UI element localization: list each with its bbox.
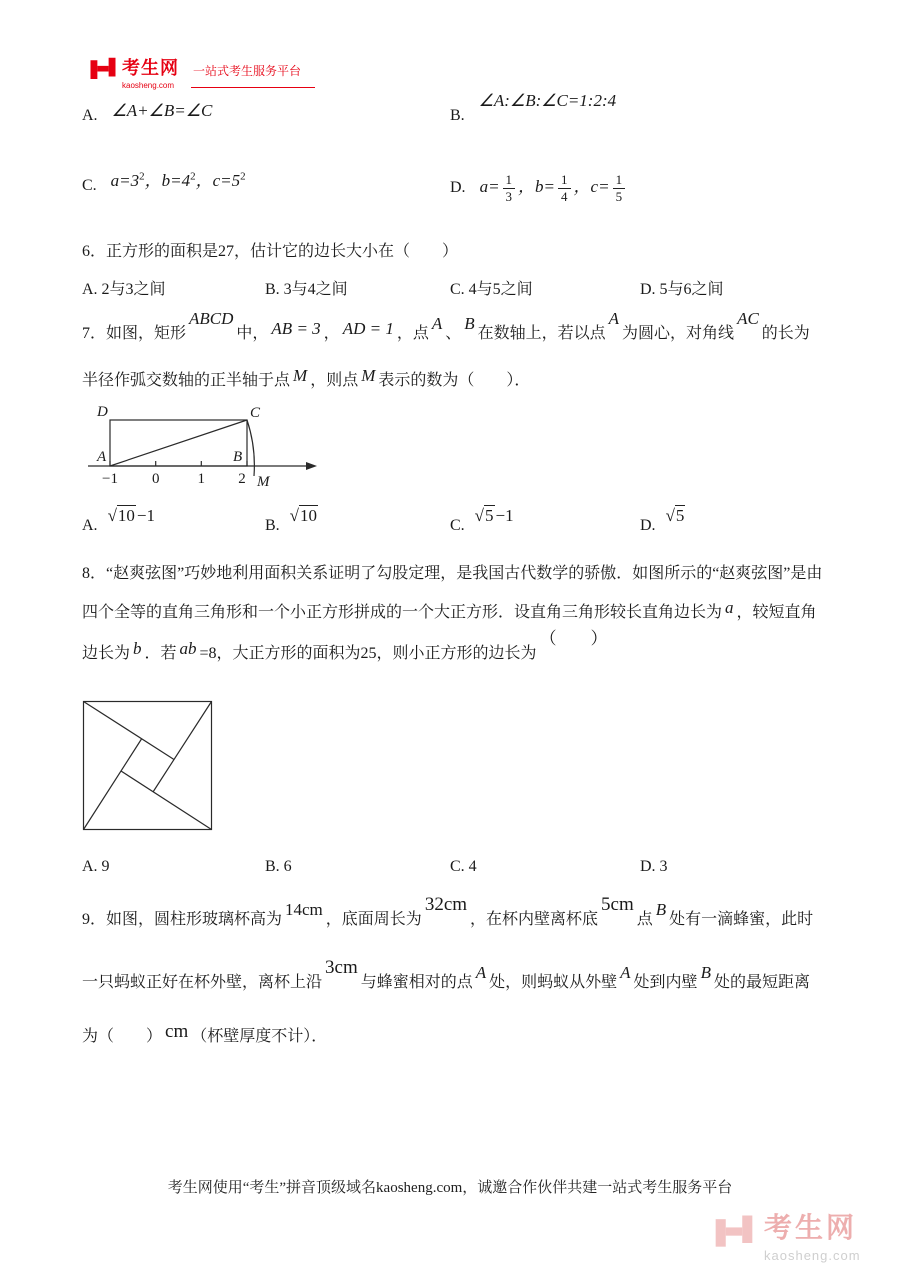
q5-options-cd-row (82, 170, 842, 204)
formula (666, 503, 687, 529)
option-label: D. (640, 517, 656, 534)
radicand: 10 (117, 506, 135, 525)
stem-text: 半径作弧交数轴的正半轴于点 (82, 372, 291, 389)
formula-token: B (700, 963, 711, 982)
figure-label-b: B (233, 449, 243, 465)
q5-option-b (450, 91, 619, 128)
q8-option-b: B. 6 (265, 858, 292, 875)
q9-stem-line2 (82, 957, 842, 997)
stem-text: ，在杯内壁离杯底 (470, 911, 599, 928)
option-label: B. (450, 107, 465, 124)
q8-option-a: A. 9 (82, 858, 110, 875)
option-label: C. (450, 517, 465, 534)
formula-token: ，b=4 (144, 171, 191, 190)
fraction (558, 172, 571, 204)
stem-text: 为圆心，对角线 (622, 325, 735, 342)
q8-stem-line1 (82, 562, 842, 586)
formula (108, 503, 155, 529)
q7-option-c (450, 506, 517, 538)
option-label: D. (450, 179, 466, 196)
radical-sign: √ (474, 506, 485, 525)
formula-token: A (475, 963, 487, 982)
formula-token: A (431, 314, 443, 333)
q5-option-d (450, 172, 631, 204)
radicand: 5 (485, 506, 494, 525)
formula-token: a= (479, 177, 500, 196)
figure-tick-0: 0 (151, 471, 160, 487)
formula-token: A (620, 963, 631, 982)
watermark-text-block (764, 1206, 861, 1263)
stem-text: 处有一滴蜂蜜，此时 (669, 911, 814, 928)
q7-option-b (265, 506, 322, 538)
numerator: 1 (561, 172, 568, 187)
formula-token: B (655, 900, 667, 919)
stem-text: 四个全等的直角三角形和一个小正方形拼成的一个大正方形．设直角三角形较长直角边长为 (82, 604, 723, 621)
stem-text: ，则点 (310, 372, 359, 389)
kaosheng-logo-icon (88, 54, 118, 89)
brand-domain: kaosheng.com (122, 81, 175, 90)
stem-text: 表示的数为（ ）． (378, 372, 531, 389)
stem-text: 9．如图，圆柱形玻璃杯高为 (82, 911, 283, 928)
q7-stem-line1 (82, 309, 842, 346)
stem-text: 为（ ） (82, 1028, 163, 1045)
q7-number-line-figure (85, 400, 320, 500)
q8-options-row (82, 855, 842, 879)
formula-token: ∠A:∠B:∠C=1:2:4 (478, 91, 617, 110)
watermark-logo (712, 1206, 861, 1263)
figure-label-d: D (97, 404, 108, 420)
formula (290, 503, 319, 529)
formula-token: A (608, 309, 620, 328)
sqrt-expression (290, 505, 318, 525)
q5-options-ab-row (82, 91, 842, 128)
figure-tick-1: 1 (197, 471, 206, 487)
brand-name: 考生网 (122, 58, 179, 78)
q8-option-c: C. 4 (450, 858, 477, 875)
formula-token: a (725, 598, 734, 617)
formula-token: ab (179, 639, 197, 658)
watermark-brand: 考生网 (764, 1212, 858, 1243)
q7-options-row (82, 506, 842, 538)
sqrt-expression (666, 505, 686, 525)
q5-option-a (82, 101, 215, 124)
q7-stem-line2 (82, 367, 842, 393)
formula-token: −1 (495, 506, 514, 525)
formula-token: ，b= (518, 177, 556, 196)
stem-text: =8，大正方形的面积为25，则小正方形的边长为 (199, 645, 537, 662)
formula-token: B (464, 314, 475, 333)
radicand: 10 (300, 506, 318, 525)
stem-text: 处，则蚂蚁从外壁 (489, 974, 618, 991)
answer-blank: （ ） (539, 629, 608, 648)
formula-token: 5cm (601, 894, 634, 915)
q9-stem-line3 (82, 1022, 842, 1051)
option-label: A. (82, 517, 98, 534)
formula (475, 503, 514, 529)
figure-label-c: C (250, 405, 261, 421)
formula-token: AD = 1 (342, 319, 394, 338)
stem-text: 一只蚂蚁正好在杯外壁，离杯上沿 (82, 974, 323, 991)
q6-option-b: B. 3与4之间 (265, 281, 348, 298)
q6-option-d: D. 5与6之间 (640, 281, 724, 298)
kaosheng-watermark-icon (712, 1210, 756, 1259)
option-label: A. (82, 107, 98, 124)
figure-tick-minus1: −1 (102, 471, 118, 487)
formula-token: 14cm (285, 900, 323, 919)
figure-label-m: M (257, 474, 270, 490)
formula-token: ∠A+∠B=∠C (111, 101, 213, 120)
stem-text: ， (323, 325, 340, 342)
q9-stem-line1 (82, 894, 842, 934)
formula-token: AC (737, 309, 759, 328)
formula (480, 172, 629, 204)
formula-token: ，c= (573, 177, 610, 196)
fraction (613, 172, 626, 204)
figure-tick-2: 2 (238, 471, 246, 487)
formula-token: a=3 (110, 171, 140, 190)
brand-tagline: 一站式考生服务平台 (191, 62, 315, 88)
stem-text: 8．“赵爽弦图”巧妙地利用面积关系证明了勾股定理，是我国古代数学的骄傲．如图所示的“赵爽弦图”是由 (82, 565, 823, 582)
stem-text: 的长为 (761, 325, 810, 342)
formula (111, 168, 246, 194)
numerator: 1 (505, 172, 513, 187)
denominator: 5 (613, 188, 626, 205)
stem-text: 点 (636, 911, 653, 928)
denominator: 4 (558, 188, 571, 205)
sqrt-expression (108, 505, 136, 525)
q6-option-c: C. 4与5之间 (450, 281, 533, 298)
stem-text: 7．如图，矩形 (82, 325, 187, 342)
footer-text: 考生网使用“考生”拼音顶级域名kaosheng.com，诚邀合作伙伴共建一站式考生服务平台 (167, 1180, 733, 1196)
formula-token: b (133, 639, 142, 658)
q8-stem-line3 (82, 629, 842, 666)
stem-text: 在数轴上，若以点 (477, 325, 606, 342)
stem-text: ，点 (396, 325, 429, 342)
exponent: 2 (139, 170, 145, 183)
formula-token: M (293, 366, 308, 385)
stem-text: ，较短直角 (736, 604, 817, 621)
q6-stem (82, 240, 842, 264)
header-brand (88, 54, 315, 90)
q6-option-a: A. 2与3之间 (82, 281, 166, 298)
stem-text: （杯壁厚度不计）． (191, 1028, 328, 1045)
radical-sign: √ (289, 506, 300, 525)
brand-text-block (122, 54, 179, 90)
stem-text: 处到内壁 (633, 974, 698, 991)
formula-token: 3cm (325, 957, 358, 978)
formula-token: ，c=5 (195, 171, 241, 190)
formula-token: −1 (136, 506, 155, 525)
formula-token: cm (165, 1021, 189, 1042)
stem-text: ，底面周长为 (325, 911, 422, 928)
formula-token: AB = 3 (271, 319, 321, 338)
numerator: 1 (615, 172, 623, 187)
q8-zhaoshuang-figure (82, 700, 213, 836)
q8-stem-line2 (82, 599, 842, 625)
stem-text: 处的最短距离 (713, 974, 810, 991)
q6-options-row (82, 278, 842, 302)
formula-token: 32cm (424, 894, 468, 915)
stem-text: 边长为 (82, 645, 131, 662)
q5-option-c (82, 170, 249, 194)
stem-text: 6．正方形的面积是27，估计它的边长大小在（ ） (82, 243, 459, 260)
formula-token: M (361, 366, 376, 385)
sqrt-expression (475, 505, 495, 525)
exponent: 2 (240, 170, 246, 183)
formula-token: ABCD (189, 309, 234, 328)
watermark-domain: kaosheng.com (764, 1248, 861, 1263)
option-label: B. (265, 517, 280, 534)
radicand: 5 (675, 506, 685, 525)
option-label: C. (82, 177, 97, 194)
q8-option-d: D. 3 (640, 858, 668, 875)
stem-text: ．若 (144, 645, 177, 662)
denominator: 3 (503, 188, 516, 205)
exponent: 2 (190, 170, 196, 183)
q7-option-a (82, 506, 158, 534)
stem-text: 、 (445, 325, 462, 342)
radical-sign: √ (107, 506, 117, 525)
stem-text: 与蜂蜜相对的点 (360, 974, 473, 991)
radical-sign: √ (665, 506, 675, 525)
stem-text: 中， (236, 325, 269, 342)
fraction (503, 172, 516, 204)
figure-label-a: A (97, 449, 107, 465)
q7-option-d (640, 506, 689, 538)
